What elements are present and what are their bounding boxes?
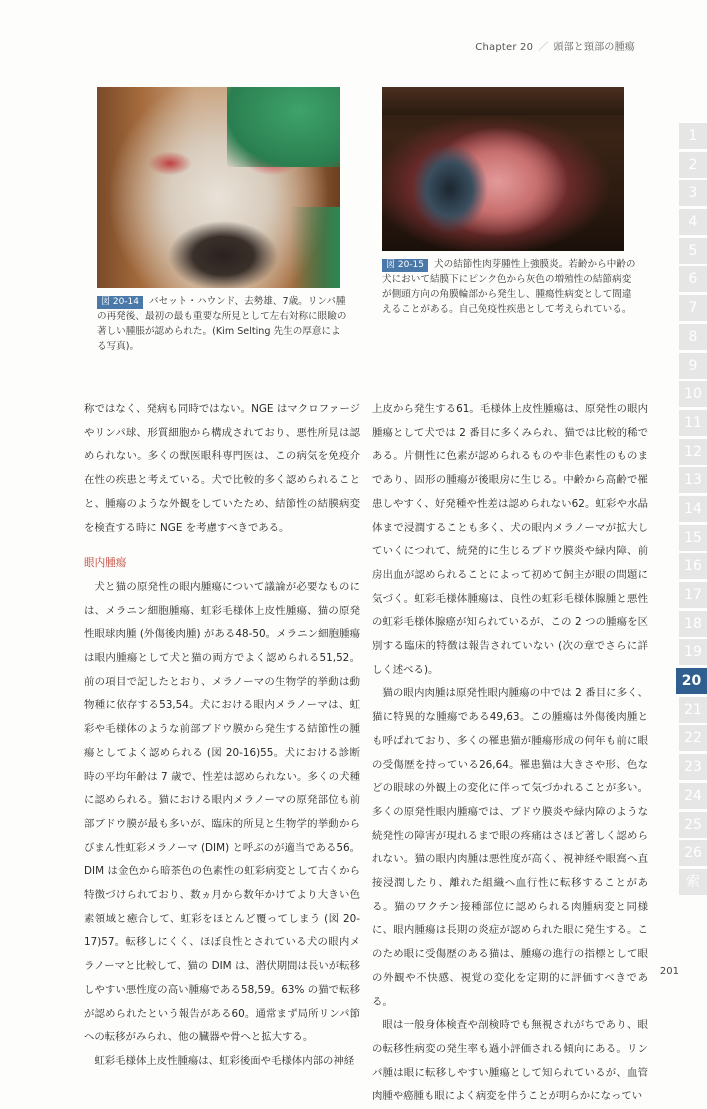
chapter-tab-17[interactable]: 17	[679, 582, 707, 608]
chapter-tab-22[interactable]: 22	[679, 725, 707, 751]
chapter-tab-24[interactable]: 24	[679, 783, 707, 809]
right-column	[372, 398, 648, 1109]
chapter-tab-5[interactable]: 5	[679, 238, 707, 264]
chapter-tab-23[interactable]: 23	[679, 754, 707, 780]
chapter-tab-7[interactable]: 7	[679, 295, 707, 321]
left-column	[84, 398, 360, 1074]
caption-text: 犬の結節性肉芽腫性上強膜炎。若齢から中齢の犬において結膜下にピンク色から灰色の増殖性の結節病変が側頭方向の角膜輪部から発生し、腫瘍性病変として間違えることがある。自己免疫性疾患として考えられている。	[382, 259, 636, 315]
chapter-tab-12[interactable]: 12	[679, 439, 707, 465]
paragraph: 称ではなく、発病も同時ではない。NGE はマクロファージやリンパ球、形質細胞から構成されており、悪性所見は認められない。多くの獣医眼科専門医は、この病気を免疫介在性の疾患と考えている。犬で比較的多く認められることと、腫瘍のような外観をしていたため、結節性の結膜病変を検査する時に NGE を考慮すべきである。	[84, 403, 360, 534]
chapter-tab-1[interactable]: 1	[679, 123, 707, 149]
chapter-tab-16[interactable]: 16	[679, 553, 707, 579]
chapter-tab-19[interactable]: 19	[679, 639, 707, 665]
section-heading: 眼内腫瘍	[84, 557, 127, 570]
running-header	[475, 38, 635, 53]
chapter-tab-14[interactable]: 14	[679, 496, 707, 522]
figure-tag: 図 20-14	[97, 296, 143, 309]
chapter-tab-9[interactable]: 9	[679, 353, 707, 379]
page-number: 201	[659, 966, 679, 977]
photo-glove	[227, 87, 340, 167]
chapter-tab-8[interactable]: 8	[679, 324, 707, 350]
chapter-tab-25[interactable]: 25	[679, 812, 707, 838]
chapter-tab-21[interactable]: 21	[679, 697, 707, 723]
paragraph: 猫の眼内肉腫は原発性眼内腫瘍の中では 2 番目に多く、猫に特異的な腫瘍である49,63。この腫瘍は外傷後肉腫とも呼ばれており、多くの罹患猫が腫瘍形成の何年も前に眼の受傷歴を持っている26,64。罹患猫は大きさや形、色などの眼球の外観上の変化に伴って気づかれることが多い。多くの原発性眼内腫瘍では、ブドウ膜炎や緑内障のような続発性の障害が現れるまで眼の疼痛はさほど著しく認められない。猫の眼内肉腫は悪性度が高く、視神経や眼窩へ直接浸潤したり、離れた組織へ血行性に転移することがある。猫のワクチン接種部位に認められる肉腫病変と同様に、眼内腫瘍は長期の炎症が認められた眼に発生する。このため眼に受傷歴のある猫は、腫瘍の進行の指標として眼の外観や不快感、視覚の変化を定期的に評価すべきである。	[372, 687, 648, 1008]
chapter-tab-10[interactable]: 10	[679, 381, 707, 407]
chapter-tab-4[interactable]: 4	[679, 209, 707, 235]
chapter-tab-26[interactable]: 26	[679, 840, 707, 866]
chapter-tab-3[interactable]: 3	[679, 180, 707, 206]
paragraph: 虹彩毛様体上皮性腫瘍は、虹彩後面や毛様体内部の神経	[94, 1054, 355, 1067]
figure-tag: 図 20-15	[382, 259, 428, 272]
photo-fur	[382, 87, 624, 115]
chapter-tabs	[676, 123, 707, 898]
photo-glove-right	[290, 207, 340, 288]
chapter-tab-15[interactable]: 15	[679, 525, 707, 551]
chapter-tab-18[interactable]: 18	[679, 611, 707, 637]
chapter-label: Chapter 20	[475, 42, 534, 53]
figure-20-14-photo	[97, 87, 340, 288]
chapter-tab-11[interactable]: 11	[679, 410, 707, 436]
figure-20-14-caption	[97, 294, 347, 354]
header-separator: ／	[538, 42, 549, 53]
chapter-title: 頭部と頸部の腫瘍	[553, 42, 635, 53]
caption-text: バセット・ハウンド、去勢雄、7歳。リンパ腫の再発後、最初の最も重要な所見として左右対称に眼瞼の著しい腫脹が認められた。(Kim Selting 先生の厚意による写真)。	[97, 296, 347, 352]
chapter-tab-2[interactable]: 2	[679, 152, 707, 178]
chapter-tab-6[interactable]: 6	[679, 266, 707, 292]
chapter-tab-index[interactable]: 索	[679, 869, 707, 895]
chapter-tab-20[interactable]: 20	[676, 668, 707, 694]
paragraph: 犬と猫の原発性の眼内腫瘍について議論が必要なものには、メラニン細胞腫瘍、虹彩毛様体上皮性腫瘍、猫の原発性眼球肉腫 (外傷後肉腫) がある48-50。メラニン細胞腫瘍は眼内腫瘍として犬と猫の両方でよく認められる51,52。前の項目で記したとおり、メラノーマの生物学的挙動は動物種に依存する53,54。犬における眼内メラノーマは、虹彩や毛様体のような前部ブドウ膜から発生する結節性の腫瘍としてよく認められる (図 20-16)55。犬における診断時の平均年齢は 7 歳で、性差は認められない。多くの犬種に認められる。猫における眼内メラノーマの原発部位も前部ブドウ膜が最も多いが、臨床的所見と生物学的挙動からびまん性虹彩メラノーマ (DIM) と呼ぶのが適当である56。DIM は金色から暗茶色の色素性の虹彩病変として古くから特徴づけられており、数ヵ月から数年かけてより大きい色素領域と癒合して、虹彩をほとんど覆ってしまう (図 20-17)57。転移しにくく、ほぼ良性とされている犬の眼内メラノーマと比較して、猫の DIM は、潜伏期間は長いが転移しやすい悪性度の高い腫瘍である58,59。63% の猫で転移が認められたという報告がある60。通常まず局所リンパ節への転移がみられ、他の臓器や骨へと拡大する。	[84, 580, 360, 1044]
figure-20-15-photo	[382, 87, 624, 251]
figure-20-15-caption	[382, 257, 640, 317]
paragraph: 眼は一般身体検査や剖検時でも無視されがちであり、眼の転移性病変の発生率も過小評価される傾向にある。リンパ腫は眼に転移しやすい腫瘍として知られているが、血管肉腫や癌腫も眼によく病変を伴うことが明らかになってい	[372, 1019, 648, 1103]
chapter-tab-13[interactable]: 13	[679, 467, 707, 493]
paragraph: 上皮から発生する61。毛様体上皮性腫瘍は、原発性の眼内腫瘍として犬では 2 番目に多くみられ、猫では比較的稀である。片側性に色素が認められるものや非色素性のものまであり、固形の腫瘍が後眼房に生じる。中齢から高齢で罹患しやすく、好発種や性差は認められない62。虹彩や水晶体まで浸潤することも多く、犬の眼内メラノーマが拡大していくにつれて、続発的に生じるブドウ膜炎や緑内障、前房出血が認められることによって初めて飼主が眼の問題に気づく。虹彩毛様体腫瘍は、良性の虹彩毛様体腺腫と悪性の虹彩毛様体腺癌が知られているが、この 2 つの腫瘍を区別する臨床的特徴は報告されていない (次の章でさらに詳しく述べる)。	[372, 403, 648, 676]
